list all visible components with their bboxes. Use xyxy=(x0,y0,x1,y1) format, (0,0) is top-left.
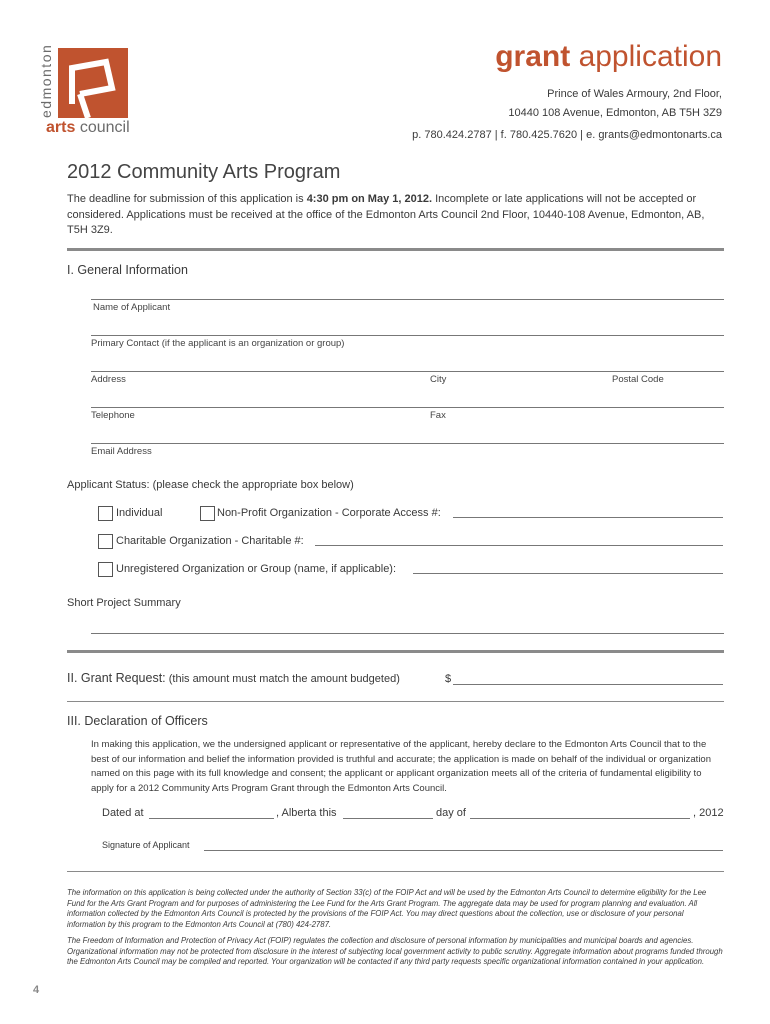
declaration-paragraph: In making this application, we the undersigned applicant or representative of the applicant, hereby declare to the Edmonton Arts Council that to the best of our information and belief the information provided is truthful and accurate; the application is made on behalf of the individual or organization named on this page with its full knowledge and consent; the applicant or applicant organization meets all of the criteria of fundamental eligibility to apply for a 2012 Community Arts Program Grant through the Edmonton Arts Council. xyxy=(91,739,711,794)
dated-at-label: Dated at xyxy=(102,807,144,819)
section-divider xyxy=(67,701,724,702)
address-field[interactable] xyxy=(91,371,724,372)
section-divider xyxy=(67,248,724,251)
city-label: City xyxy=(430,374,447,385)
charitable-number-field[interactable] xyxy=(315,545,723,546)
program-title: 2012 Community Arts Program xyxy=(67,161,341,183)
applicant-status-label: Applicant Status: (please check the appropriate box below) xyxy=(67,479,354,491)
declaration-of-officers-heading: III. Declaration of Officers xyxy=(67,714,208,728)
section-general-information-heading: I. General Information xyxy=(67,263,188,277)
address-label: Address xyxy=(91,374,126,385)
short-project-summary-label: Short Project Summary xyxy=(67,597,181,609)
foip-notice-2: The Freedom of Information and Protection of Privacy Act (FOIP) regulates the collection and disclosure of personal information by municipalities and municipal boards and agencies. Organizational information may not be protected from disclosure in the interest of subjecting local government activity to public scrutiny. Aggregate information about programs funded through the Edmonton Arts Council may be compiled and reported. Your organization will be contacted if any third party requests specific organizational information contained in your application. xyxy=(67,936,723,966)
deadline-paragraph: The deadline for submission of this application is 4:30 pm on May 1, 2012. Incomplete or late applications will not be accepted or considered. Applications must be received at the office of the Edmonton Arts Council 2nd Floor, 10440-108 Avenue, Edmonton, AB, T5H 3Z9. xyxy=(67,193,705,236)
charitable-label: Charitable Organization - Charitable #: xyxy=(116,535,304,547)
logo-wordmark: arts council xyxy=(46,119,130,136)
telephone-field[interactable] xyxy=(91,407,724,408)
dated-at-field[interactable] xyxy=(149,818,274,819)
email-label: Email Address xyxy=(91,446,152,457)
foip-notice-1: The information on this application is being collected under the authority of Section 33(c) of the FOIP Act and will be used by the Edmonton Arts Council to determine eligibility for the Lee Fund for the Arts Grant Program and for purposes of administering the Lee Fund for the Arts Grant Program. The aggregate data may be used for program planning and evaluation. All information collected by the Edmonton Arts Council is protected by the provisions of the FOIP Act. You may direct questions about the collection, use or disclosure of your personal information by this program to the Edmonton Arts Council at (780) 424-2787. xyxy=(67,888,707,929)
charitable-checkbox[interactable] xyxy=(98,534,113,549)
signature-label: Signature of Applicant xyxy=(102,840,190,850)
day-field[interactable] xyxy=(343,818,433,819)
address-line-1: Prince of Wales Armoury, 2nd Floor, xyxy=(547,88,722,100)
individual-label: Individual xyxy=(116,507,163,519)
section-divider xyxy=(67,871,724,872)
email-field[interactable] xyxy=(91,443,724,444)
grant-request-heading: II. Grant Request: (this amount must match the amount budgeted) xyxy=(67,671,400,685)
dollar-sign: $ xyxy=(445,673,452,685)
postal-code-label: Postal Code xyxy=(612,374,664,385)
telephone-label: Telephone xyxy=(91,410,135,421)
signature-field[interactable] xyxy=(204,850,723,851)
short-project-summary-field[interactable] xyxy=(91,633,724,634)
unregistered-name-field[interactable] xyxy=(413,573,723,574)
nonprofit-checkbox[interactable] xyxy=(200,506,215,521)
primary-contact-field[interactable] xyxy=(91,335,724,336)
nonprofit-label: Non-Profit Organization - Corporate Access #: xyxy=(217,507,441,519)
unregistered-label: Unregistered Organization or Group (name, if applicable): xyxy=(116,563,397,575)
name-of-applicant-field[interactable] xyxy=(91,299,724,300)
day-of-label: day of xyxy=(436,807,466,819)
contact-line: p. 780.424.2787 | f. 780.425.7620 | e. grants@edmontonarts.ca xyxy=(412,129,722,141)
alberta-this-label: , Alberta this xyxy=(276,807,337,819)
unregistered-checkbox[interactable] xyxy=(98,562,113,577)
name-of-applicant-label: Name of Applicant xyxy=(93,302,171,313)
corporate-access-number-field[interactable] xyxy=(453,517,723,518)
page-number: 4 xyxy=(33,984,40,996)
address-line-2: 10440 108 Avenue, Edmonton, AB T5H 3Z9 xyxy=(508,107,722,119)
year-label: , 2012 xyxy=(693,807,724,819)
month-field[interactable] xyxy=(470,818,690,819)
form-title: grant application xyxy=(495,40,722,73)
arts-council-logo xyxy=(58,48,128,118)
section-divider xyxy=(67,650,724,653)
individual-checkbox[interactable] xyxy=(98,506,113,521)
grant-amount-field[interactable] xyxy=(453,684,723,685)
primary-contact-label: Primary Contact (if the applicant is an organization or group) xyxy=(91,338,345,349)
fax-label: Fax xyxy=(430,410,446,421)
